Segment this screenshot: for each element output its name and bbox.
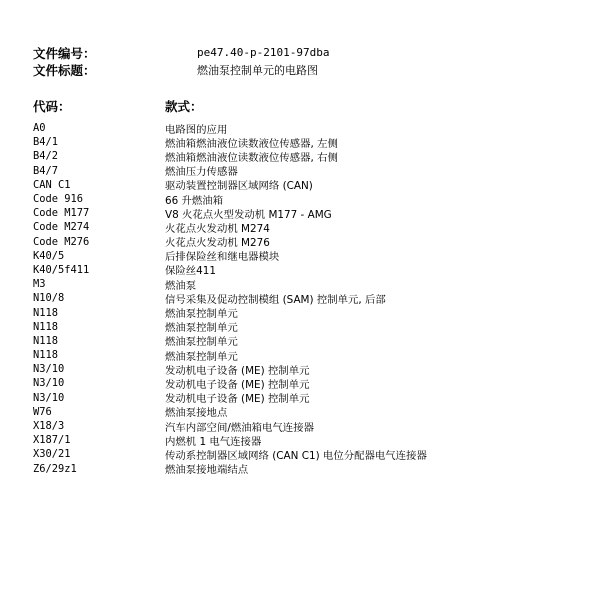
table-row [33, 235, 573, 249]
component-description: 燃油压力传感器 [165, 166, 238, 179]
document [33, 44, 573, 476]
component-code: B4/2 [33, 150, 59, 163]
component-code: Z6/29z1 [33, 462, 77, 475]
component-description: 发动机电子设备 (ME) 控制单元 [165, 393, 310, 406]
description-column-header: 款式： [165, 99, 203, 114]
doc-number-value: pe47.40-p-2101-97dba [197, 46, 330, 59]
component-code: X30/21 [33, 448, 71, 461]
component-code: A0 [33, 122, 46, 135]
component-code: X187/1 [33, 434, 71, 447]
component-list [33, 121, 573, 476]
table-row [33, 121, 573, 135]
component-description: 燃油泵控制单元 [165, 308, 238, 321]
component-code: B4/7 [33, 164, 59, 177]
table-row [33, 447, 573, 461]
doc-title-row [33, 61, 573, 78]
component-code: Code M276 [33, 235, 90, 248]
component-description: 燃油泵控制单元 [165, 322, 238, 335]
table-row [33, 348, 573, 362]
component-code: N118 [33, 306, 59, 319]
component-code: N118 [33, 320, 59, 333]
component-code: W76 [33, 405, 52, 418]
doc-title-value: 燃油泵控制单元的电路图 [197, 63, 318, 77]
table-row [33, 320, 573, 334]
component-code: M3 [33, 278, 46, 291]
table-row [33, 334, 573, 348]
code-column-header: 代码： [33, 99, 71, 114]
component-code: N10/8 [33, 292, 65, 305]
component-description: 保险丝411 [165, 265, 217, 278]
table-row [33, 405, 573, 419]
table-row [33, 135, 573, 149]
component-code: N118 [33, 349, 59, 362]
table-row [33, 178, 573, 192]
table-row [33, 391, 573, 405]
component-code: K40/5 [33, 249, 65, 262]
component-description: 传动系控制器区域网络 (CAN C1) 电位分配器电气连接器 [165, 449, 427, 462]
table-row [33, 305, 573, 319]
component-description: 火花点火发动机 M274 [165, 222, 270, 235]
table-row [33, 263, 573, 277]
component-description: 燃油泵控制单元 [165, 336, 238, 349]
component-code: N3/10 [33, 391, 65, 404]
component-description: 燃油泵 [165, 279, 197, 292]
table-row [33, 376, 573, 390]
table-row [33, 291, 573, 305]
component-code: N118 [33, 334, 59, 347]
doc-title-label: 文件标题： [33, 62, 96, 78]
component-description: 内燃机 1 电气连接器 [165, 435, 262, 448]
component-code: N3/10 [33, 377, 65, 390]
component-description: 66 升燃油箱 [165, 194, 224, 207]
component-code: Code M274 [33, 221, 90, 234]
component-description: 电路图的应用 [165, 123, 228, 136]
component-description: 后排保险丝和继电器模块 [165, 251, 280, 264]
component-description: 汽车内部空间/燃油箱电气连接器 [165, 421, 314, 434]
component-code: Code 916 [33, 193, 84, 206]
component-code: K40/5f411 [33, 263, 90, 276]
table-row [33, 149, 573, 163]
doc-number-row [33, 44, 573, 61]
component-code: X18/3 [33, 420, 65, 433]
table-row [33, 362, 573, 376]
component-code: Code M177 [33, 207, 90, 220]
table-row [33, 433, 573, 447]
table-header [33, 95, 573, 117]
component-description: 燃油箱燃油液位读数液位传感器, 右侧 [165, 151, 338, 164]
component-description: 火花点火发动机 M276 [165, 237, 270, 250]
component-description: 燃油泵接地点 [165, 407, 228, 420]
table-row [33, 462, 573, 476]
table-row [33, 419, 573, 433]
table-row [33, 249, 573, 263]
doc-number-label: 文件编号： [33, 45, 96, 61]
table-row [33, 220, 573, 234]
component-description: 发动机电子设备 (ME) 控制单元 [165, 364, 310, 377]
component-description: 燃油箱燃油液位读数液位传感器, 左侧 [165, 137, 338, 150]
table-row [33, 206, 573, 220]
component-code: N3/10 [33, 363, 65, 376]
component-description: 燃油泵接地端结点 [165, 464, 249, 477]
component-code: B4/1 [33, 136, 59, 149]
component-description: V8 火花点火型发动机 M177 - AMG [165, 208, 332, 221]
table-row [33, 164, 573, 178]
component-description: 发动机电子设备 (ME) 控制单元 [165, 378, 310, 391]
component-description: 燃油泵控制单元 [165, 350, 238, 363]
table-row [33, 277, 573, 291]
component-code: CAN C1 [33, 178, 71, 191]
component-description: 信号采集及促动控制模组 (SAM) 控制单元, 后部 [165, 293, 386, 306]
table-row [33, 192, 573, 206]
component-description: 驱动装置控制器区域网络 (CAN) [165, 180, 313, 193]
